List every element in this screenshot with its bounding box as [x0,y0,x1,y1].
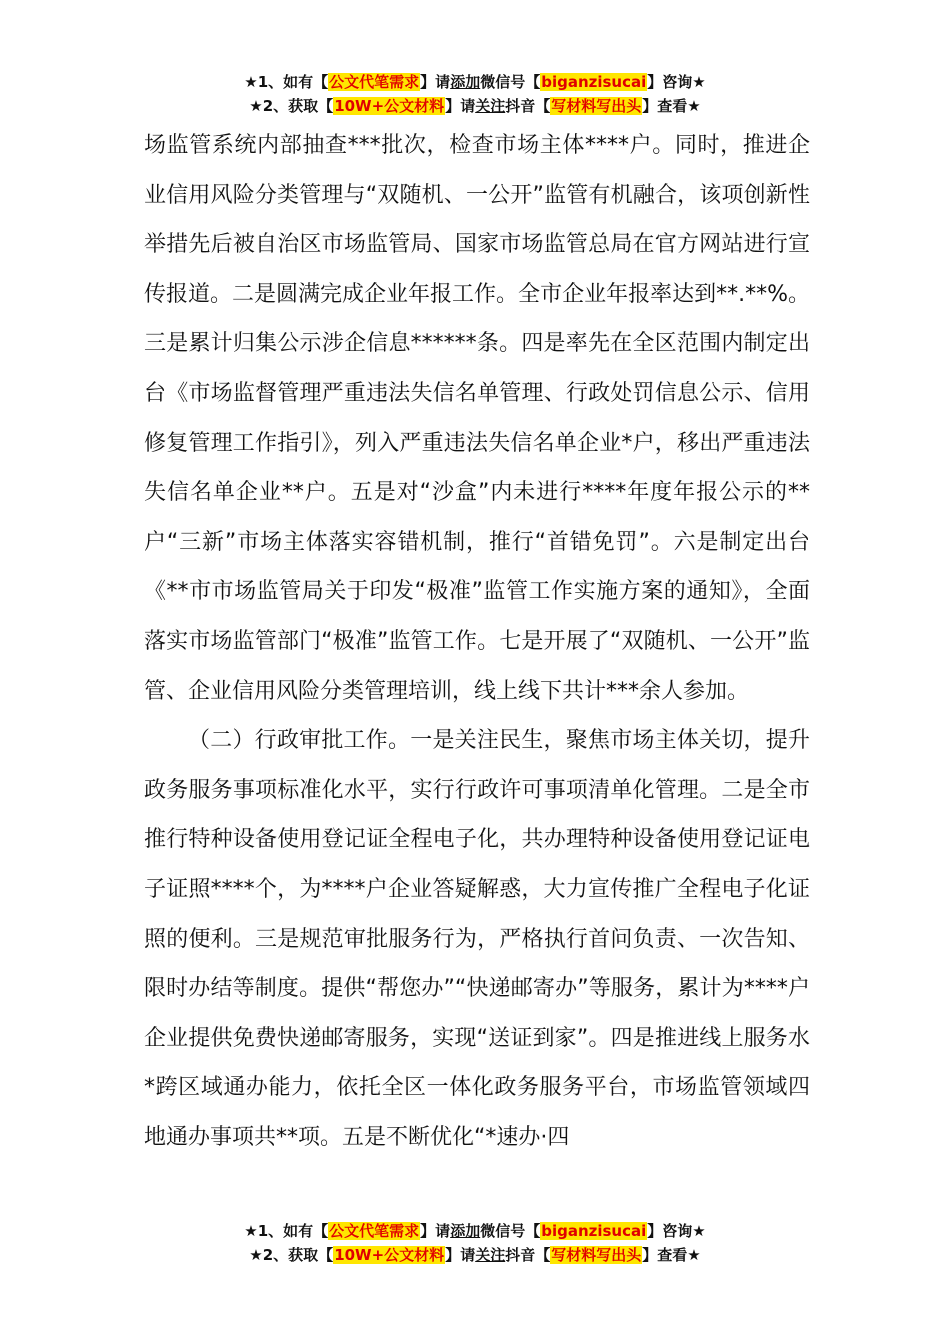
paragraph-credit-supervision: 场监管系统内部抽查***批次，检查市场主体****户。同时，推进企业信用风险分类管理与“双随机、一公开”监管有机融合，该项创新性举措先后被自治区市场监管局、国家市场监管总局在官方网站进行宣传报道。二是圆满完成企业年报工作。全市企业年报率达到**.**%。三是累计归集公示涉企信息******条。四是率先在全区范围内制定出台《市场监督管理严重违法失信名单管理、行政处罚信息公示、信用修复管理工作指引》，列入严重违法失信名单企业*户，移出严重违法失信名单企业**户。五是对“沙盒”内未进行****年度年报公示的**户“三新”市场主体落实容错机制，推行“首错免罚”。六是制定出台《**市市场监管局关于印发“极准”监管工作实施方案的通知》，全面落实市场监管部门“极准”监管工作。七是开展了“双随机、一公开”监管、企业信用风险分类管理培训，线上线下共计***余人参加。 [144,133,810,704]
banner-line-2: ★2、获取【10W+公文材料】请关注抖音【写材料写出头】查看★ [249,1246,701,1264]
banner-line-1: ★1、如有【公文代笔需求】请添加微信号【biganzisucai】咨询★ [244,73,706,91]
banner-line-1: ★1、如有【公文代笔需求】请添加微信号【biganzisucai】咨询★ [244,1222,706,1240]
document-body [144,121,810,1162]
banner-highlight-douyin-account: 写材料写出头 [551,97,642,115]
banner-highlight-wechat-id: biganzisucai [541,73,647,91]
footer-banner [0,1219,950,1267]
paragraph-administrative-approval: （二）行政审批工作。一是关注民生，聚焦市场主体关切，提升政务服务事项标准化水平，实行行政许可事项清单化管理。二是全市推行特种设备使用登记证全程电子化，共办理特种设备使用登记证电子证照****个，为****户企业答疑解惑，大力宣传推广全程电子化证照的便利。三是规范审批服务行为，严格执行首问负责、一次告知、限时办结等制度。提供“帮您办”“快递邮寄办”等服务，累计为****户企业提供免费快递邮寄服务，实现“送证到家”。四是推进线上服务水*跨区域通办能力，依托全区一体化政务服务平台，市场监管领域四地通办事项共**项。五是不断优化“*速办·四 [144,728,810,1150]
banner-line-2: ★2、获取【10W+公文材料】请关注抖音【写材料写出头】查看★ [249,97,701,115]
header-banner [0,70,950,118]
banner-highlight-service: 公文代笔需求 [329,73,420,91]
banner-highlight-materials: 10W+公文材料 [334,97,445,115]
banner-highlight-wechat-id: biganzisucai [541,1222,647,1240]
banner-highlight-douyin-account: 写材料写出头 [551,1246,642,1264]
banner-highlight-materials: 10W+公文材料 [334,1246,445,1264]
banner-highlight-service: 公文代笔需求 [329,1222,420,1240]
